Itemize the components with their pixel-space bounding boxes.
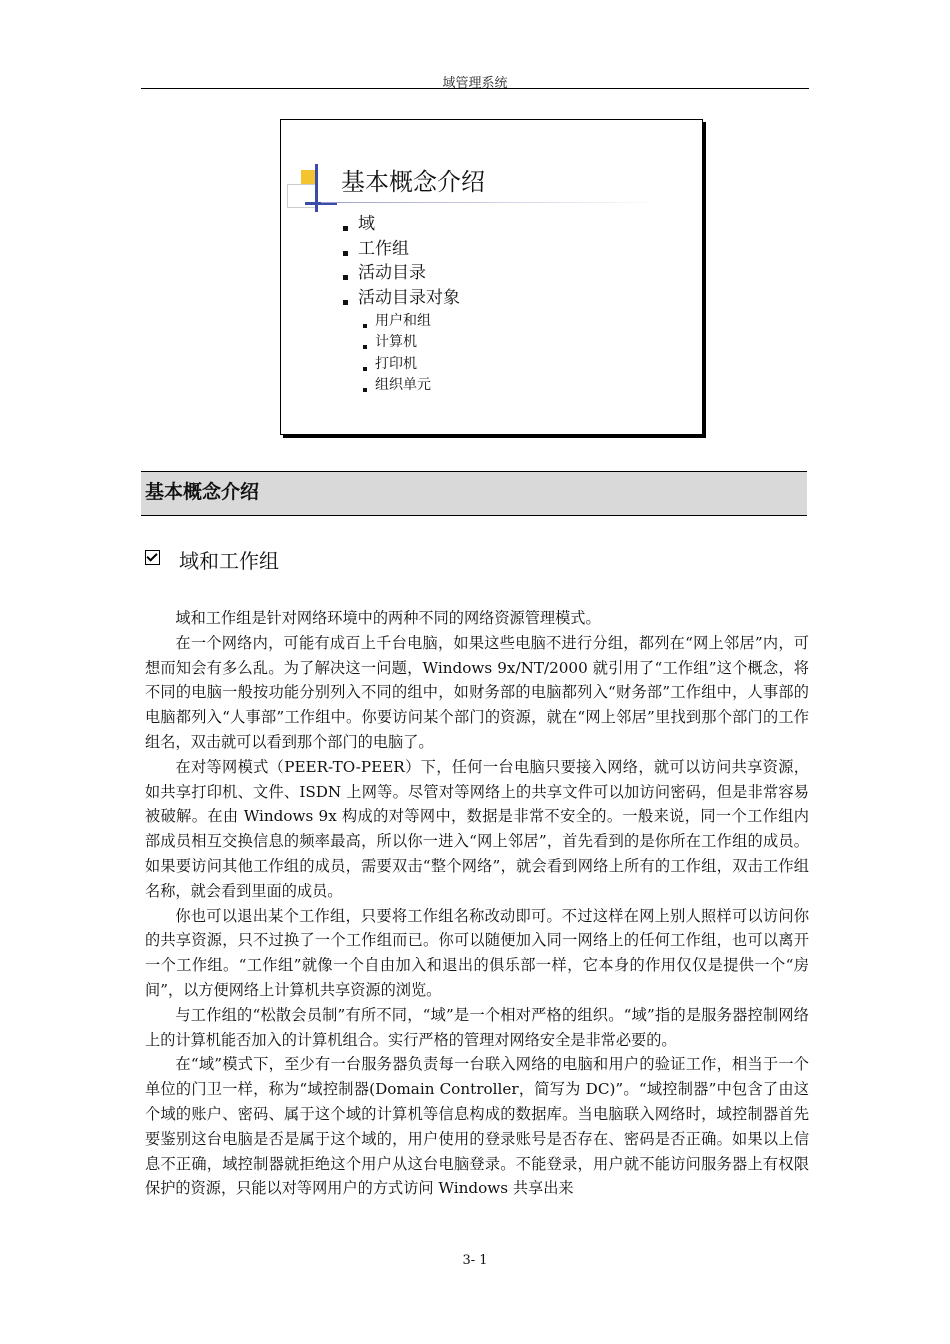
- slide-sub-bullet: 计算机: [363, 332, 431, 353]
- slide-bullet: 域: [343, 212, 460, 237]
- bullet-square-icon: [363, 388, 367, 392]
- page-header-title: 域管理系统: [442, 76, 508, 91]
- slide-bullet-list: [343, 212, 460, 310]
- bullet-square-icon: [363, 324, 367, 328]
- subsection-title: 域和工作组: [179, 549, 279, 573]
- bullet-square-icon: [363, 345, 367, 349]
- slide-sub-bullet-list: [363, 311, 431, 396]
- bullet-square-icon: [363, 367, 367, 371]
- paragraph: 与工作组的“松散会员制”有所不同，“域”是一个相对严格的组织。“域”指的是服务器控制网络上的计算机能否加入的计算机组合。实行严格的管理对网络安全是非常必要的。: [145, 1005, 809, 1049]
- slide-thumbnail: [280, 119, 703, 435]
- slide-title: 基本概念介绍: [341, 168, 485, 196]
- bullet-square-icon: [343, 226, 348, 231]
- bullet-square-icon: [343, 300, 348, 305]
- paragraph: 在一个网络内，可能有成百上千台电脑，如果这些电脑不进行分组，都列在“网上邻居”内，可想而知会有多么乱。为了解决这一问题，Windows 9x/NT/2000 就引用了“工作组”这个概念，将不同的电脑一般按功能分别列入不同的组中，如财务部的电脑都列入“财务部”工作组中，人事部的电脑都列入“人事部”工作组中。你要访问某个部门的资源，就在“网上邻居”里找到那个部门的工作组名，双击就可以看到那个部门的电脑了。: [145, 633, 809, 751]
- slide-title-rule: [321, 202, 661, 203]
- paragraph: 在对等网模式（PEER-TO-PEER）下，任何一台电脑只要接入网络，就可以访问共享资源，如共享打印机、文件、ISDN 上网等。尽管对等网络上的共享文件可以加访问密码，但是非常容易被破解。在由 Windows 9x 构成的对等网中，数据是非常不安全的。一般来说，同一个工作组内部成员相互交换信息的频率最高，所以你一进入“网上邻居”，首先看到的是你所在工作组的成员。如果要访问其他工作组的成员，需要双击“整个网络”，就会看到网络上所有的工作组，双击工作组名称，就会看到里面的成员。: [145, 757, 809, 900]
- slide-bullet: 活动目录对象: [343, 286, 460, 311]
- page-number: 3- 1: [462, 1253, 488, 1268]
- slide-sub-bullet: 打印机: [363, 354, 431, 375]
- section-heading-bar: [141, 471, 807, 516]
- paragraph: 域和工作组是针对网络环境中的两种不同的网络资源管理模式。: [175, 609, 601, 627]
- body-text: [145, 606, 809, 1201]
- checkbox-checked-icon: [145, 550, 160, 565]
- slide-sub-bullet: 用户和组: [363, 311, 431, 332]
- slide-decoration-square: [301, 170, 315, 184]
- bullet-square-icon: [343, 251, 348, 256]
- header-rule: [141, 88, 809, 89]
- slide-sub-bullet: 组织单元: [363, 375, 431, 396]
- slide-bullet: 工作组: [343, 237, 460, 262]
- paragraph: 你也可以退出某个工作组，只要将工作组名称改动即可。不过这样在网上别人照样可以访问你的共享资源，只不过换了一个工作组而已。你可以随便加入同一网络上的任何工作组，也可以离开一个工作组。“工作组”就像一个自由加入和退出的俱乐部一样，它本身的作用仅仅是提供一个“房间”，以方便网络上计算机共享资源的浏览。: [145, 906, 809, 999]
- paragraph: 在“域”模式下，至少有一台服务器负责每一台联入网络的电脑和用户的验证工作，相当于一个单位的门卫一样，称为“域控制器(Domain Controller，简写为 DC)”。“域控制器”中包含了由这个域的账户、密码、属于这个域的计算机等信息构成的数据库。当电脑联入网络时，域控制器首先要鉴别这台电脑是否是属于这个域的，用户使用的登录账号是否存在、密码是否正确。如果以上信息不正确，域控制器就拒绝这个用户从这台电脑登录。不能登录，用户就不能访问服务器上有权限保护的资源，只能以对等网用户的方式访问 Windows 共享出来: [145, 1055, 809, 1198]
- section-title: 基本概念介绍: [145, 481, 260, 503]
- slide-bullet: 活动目录: [343, 261, 460, 286]
- bullet-square-icon: [343, 275, 348, 280]
